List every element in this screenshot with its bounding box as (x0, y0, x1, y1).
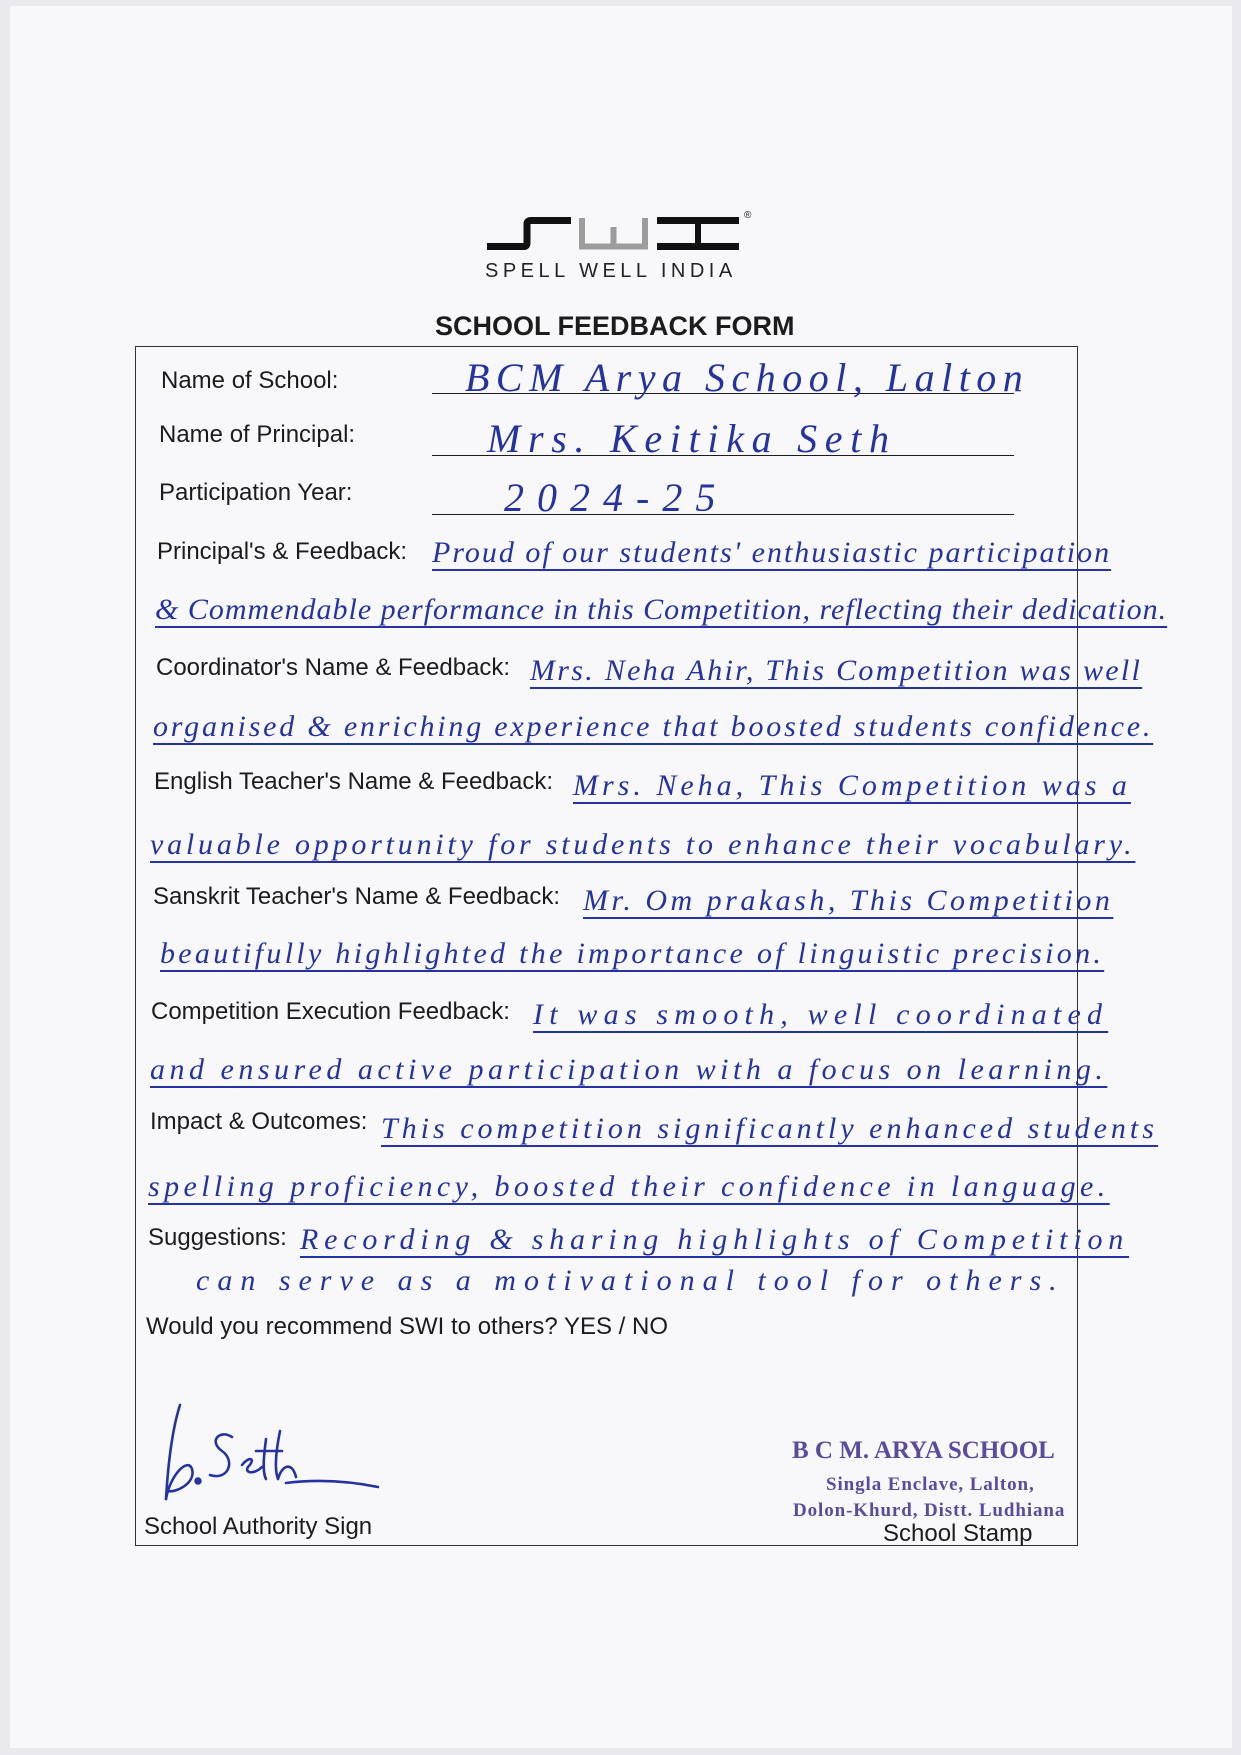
registered-mark: ® (744, 210, 752, 221)
label-principal-feedback: Principal's & Feedback: (157, 538, 408, 565)
answer-suggestions-line-1: Recording & sharing highlights of Competition (300, 1223, 1130, 1256)
school-authority-sign-label: School Authority Sign (144, 1513, 373, 1540)
label-sanskrit-teacher-feedback: Sanskrit Teacher's Name & Feedback: (153, 883, 560, 910)
answer-name-of-school: BCM Arya School, Lalton (465, 355, 1030, 400)
signature-icon (158, 1395, 388, 1510)
stamp-school-name: B C M. ARYA SCHOOL (792, 1437, 1055, 1464)
answer-principal-feedback-line-1: Proud of our students' enthusiastic participation (432, 536, 1112, 569)
answer-execution-feedback-line-2: and ensured active participation with a focus on learning. (150, 1053, 1108, 1086)
label-execution-feedback: Competition Execution Feedback: (151, 998, 510, 1025)
recommend-question: Would you recommend SWI to others? YES / NO (146, 1313, 668, 1340)
answer-suggestions-line-2: can serve as a motivational tool for others. (196, 1264, 1065, 1297)
answer-english-teacher-feedback-line-2: valuable opportunity for students to enhance their vocabulary. (150, 828, 1136, 861)
label-name-of-principal: Name of Principal: (159, 421, 356, 448)
answer-sanskrit-teacher-feedback-line-1: Mr. Om prakash, This Competition (583, 884, 1114, 917)
label-name-of-school: Name of School: (161, 367, 339, 394)
answer-impact-outcomes-line-2: spelling proficiency, boosted their confidence in language. (148, 1170, 1110, 1203)
answer-sanskrit-teacher-feedback-line-2: beautifully highlighted the importance of linguistic precision. (160, 937, 1105, 970)
stamp-address-line-2: Dolon-Khurd, Distt. Ludhiana (793, 1500, 1066, 1521)
answer-coordinator-feedback-line-2: organised & enriching experience that boosted students confidence. (153, 710, 1154, 743)
label-impact-outcomes: Impact & Outcomes: (150, 1108, 368, 1135)
answer-english-teacher-feedback-line-1: Mrs. Neha, This Competition was a (573, 769, 1131, 802)
swi-logo-icon (487, 213, 747, 258)
stamp-address-line-1: Singla Enclave, Lalton, (826, 1474, 1035, 1495)
answer-impact-outcomes-line-1: This competition significantly enhanced students (381, 1112, 1158, 1145)
label-participation-year: Participation Year: (159, 479, 353, 506)
answer-coordinator-feedback-line-1: Mrs. Neha Ahir, This Competition was well (530, 654, 1143, 687)
label-coordinator-feedback: Coordinator's Name & Feedback: (156, 654, 511, 681)
label-english-teacher-feedback: English Teacher's Name & Feedback: (154, 768, 554, 795)
answer-principal-feedback-line-2: & Commendable performance in this Competition, reflecting their dedication. (155, 593, 1168, 626)
answer-execution-feedback-line-1: It was smooth, well coordinated (533, 998, 1109, 1031)
logo-tagline: SPELL WELL INDIA (485, 260, 737, 282)
label-suggestions: Suggestions: (148, 1224, 287, 1251)
answer-name-of-principal: Mrs. Keitika Seth (487, 416, 897, 461)
school-stamp-label: School Stamp (883, 1520, 1033, 1547)
form-title: SCHOOL FEEDBACK FORM (435, 311, 795, 341)
answer-participation-year: 2024-25 (504, 475, 729, 520)
